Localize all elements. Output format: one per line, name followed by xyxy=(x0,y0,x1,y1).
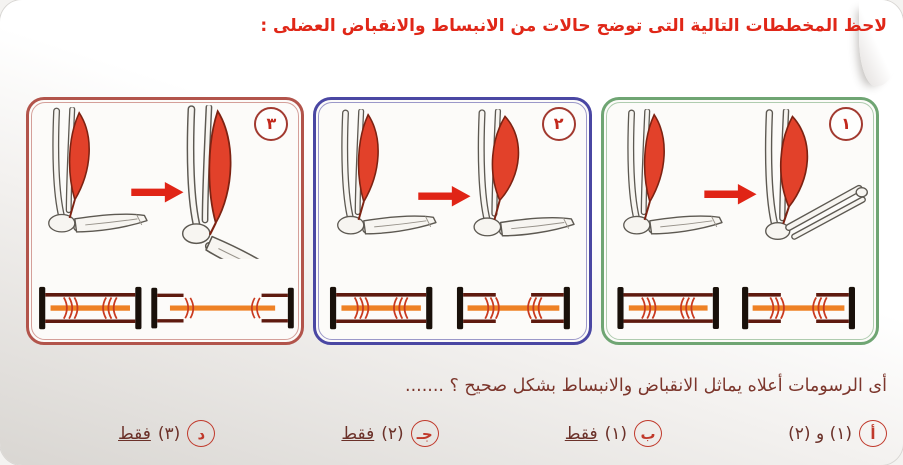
option-a-text: (١) و (٢) xyxy=(788,423,852,444)
option-a-letter: أ xyxy=(859,420,887,447)
answer-options xyxy=(118,420,887,447)
option-a[interactable] xyxy=(788,420,887,447)
limb-before xyxy=(49,109,147,232)
option-d-only-label: فقط xyxy=(118,423,151,444)
diagram-panel-3 xyxy=(26,97,304,345)
option-b-letter: ب xyxy=(634,420,662,447)
option-c[interactable] xyxy=(341,420,438,447)
diagram-row xyxy=(26,97,879,345)
sarcomere-before xyxy=(39,287,141,329)
sarcomere-before xyxy=(330,287,432,329)
sarcomere-after xyxy=(742,287,855,329)
arrow-right-icon xyxy=(419,186,471,207)
page-curl-decoration xyxy=(859,0,903,86)
option-c-letter: جـ xyxy=(411,420,439,447)
question-text: أى الرسومات أعلاه يماثل الانقباض والانبساط بشكل صحيح ؟ ....... xyxy=(405,376,887,396)
option-b-text: (١) xyxy=(604,423,628,444)
option-b[interactable] xyxy=(565,420,662,447)
option-b-only-label: فقط xyxy=(564,423,598,444)
arrow-right-icon xyxy=(704,184,756,205)
option-d-letter: د xyxy=(187,420,215,447)
diagram-number-badge: ٣ xyxy=(254,107,288,141)
option-d[interactable] xyxy=(118,420,215,447)
limb-before xyxy=(623,111,721,234)
diagram-panel-1 xyxy=(601,97,879,345)
page-title: لاحظ المخططات التالية التى توضح حالات من الانبساط والانقباض العضلى : xyxy=(260,16,887,36)
limb-before xyxy=(338,111,436,234)
sarcomere-after xyxy=(151,288,293,329)
diagram-number-badge: ١ xyxy=(829,107,863,141)
sarcomere-before xyxy=(617,287,719,329)
arrow-right-icon xyxy=(131,182,183,203)
diagram-panel-2 xyxy=(313,97,591,345)
option-c-only-label: فقط xyxy=(341,423,375,444)
option-d-text: (٣) xyxy=(157,423,181,444)
diagram-number-badge: ٢ xyxy=(542,107,576,141)
sarcomere-after xyxy=(457,287,570,329)
option-c-text: (٢) xyxy=(381,423,404,444)
